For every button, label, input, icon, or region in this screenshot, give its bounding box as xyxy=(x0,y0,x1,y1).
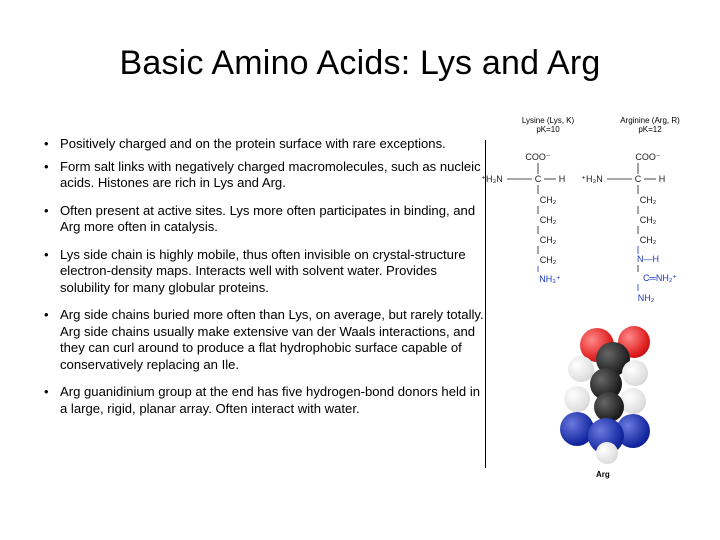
lysine-name: Lysine (Lys, K) xyxy=(521,116,575,125)
lysine-h: H xyxy=(558,174,566,184)
hydrogen-atom xyxy=(564,386,590,412)
bullet-list xyxy=(44,136,484,428)
arg-model-label: Arg xyxy=(596,470,610,479)
bullet-item xyxy=(44,307,484,373)
bullet-item xyxy=(44,136,484,153)
bullet-text: Positively charged and on the protein surface with rare exceptions. xyxy=(60,136,446,151)
arginine-alpha-c: C xyxy=(634,174,642,184)
arginine-pk: pK=12 xyxy=(638,125,662,134)
arginine-name: Arginine (Arg, R) xyxy=(620,116,680,125)
bullet-dot-icon: • xyxy=(44,202,49,218)
bullet-text: Arg side chains buried more often than Lys, on average, but rarely totally. Arg side chains usually make extensive van der Waals interactions, and they can curl around to produce a flat hydrophobic surface capable of conservatively replacing an Ile. xyxy=(60,307,484,372)
arginine-nh: N—H xyxy=(637,254,659,264)
lysine-structure xyxy=(470,148,582,288)
lysine-ch2-1: CH₂ xyxy=(539,195,557,205)
hydrogen-atom xyxy=(620,388,646,414)
arginine-guanidinium: C═NH₂⁺ xyxy=(642,273,678,283)
lysine-ch2-2: CH₂ xyxy=(539,215,557,225)
bullet-text: Arg guanidinium group at the end has five hydrogen-bond donors held in a large, rigid, planar array. Often interact with water. xyxy=(60,384,481,416)
bullet-text: Lys side chain is highly mobile, thus often invisible on crystal-structure electron-density maps. Interacts well with solvent water. Provides solubility for many globular proteins. xyxy=(60,246,466,295)
bullet-dot-icon: • xyxy=(44,136,49,151)
lysine-amine: ⁺H₃N xyxy=(481,174,503,184)
lysine-alpha-c: C xyxy=(534,174,542,184)
bullet-item xyxy=(44,159,484,192)
arginine-structure xyxy=(570,148,688,308)
bullet-dot-icon: • xyxy=(44,384,49,399)
bullet-dot-icon: • xyxy=(44,246,49,262)
lysine-pk: pK=10 xyxy=(536,125,560,134)
lysine-header xyxy=(500,116,596,134)
arginine-coo: COO⁻ xyxy=(635,152,661,162)
bullet-dot-icon: • xyxy=(44,158,49,174)
bullet-text: Often present at active sites. Lys more often participates in binding, and Arg more often in catalysis. xyxy=(60,202,476,234)
bullet-dot-icon: • xyxy=(44,307,49,322)
arg-space-filling-model xyxy=(560,320,660,470)
bullet-item xyxy=(44,384,484,417)
bullet-item xyxy=(44,247,484,297)
lysine-ch2-4: CH₂ xyxy=(539,255,557,265)
lysine-nh3: NH₃⁺ xyxy=(539,274,561,284)
arginine-header xyxy=(602,116,698,134)
slide-title: Basic Amino Acids: Lys and Arg xyxy=(119,44,601,82)
arginine-h: H xyxy=(658,174,666,184)
hydrogen-atom xyxy=(622,360,648,386)
arginine-amine: ⁺H₃N xyxy=(581,174,603,184)
arginine-ch2-2: CH₂ xyxy=(639,215,657,225)
bullet-text: Form salt links with negatively charged macromolecules, such as nucleic acids. Histones are rich in Lys and Arg. xyxy=(60,158,481,190)
arginine-nh2: NH₂ xyxy=(637,293,655,303)
arginine-ch2-1: CH₂ xyxy=(639,195,657,205)
hydrogen-atom xyxy=(596,442,618,464)
lysine-ch2-3: CH₂ xyxy=(539,235,557,245)
arginine-ch2-3: CH₂ xyxy=(639,235,657,245)
lysine-coo: COO⁻ xyxy=(525,152,551,162)
bullet-item xyxy=(44,203,484,236)
